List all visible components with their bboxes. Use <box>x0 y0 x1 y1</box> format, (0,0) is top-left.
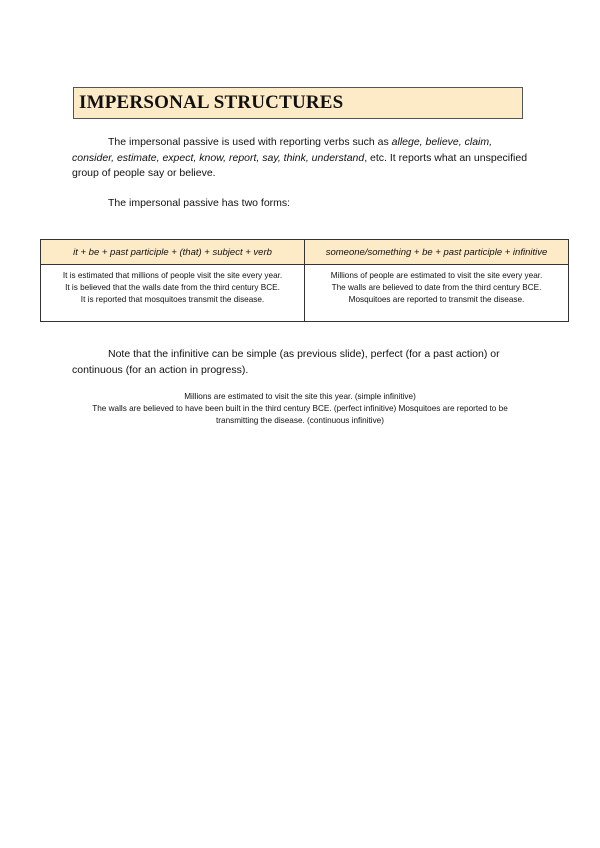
forms-table <box>40 239 569 322</box>
note-paragraph <box>72 347 532 378</box>
example-perfect-continuous: The walls are believed to have been built in the third century BCE. (perfect infinitive) Mosquitoes are reported to be transmitting the disease. (continuous infinitive) <box>92 404 508 425</box>
header-someone-form: someone/something + be + past participle + infinitive <box>305 240 569 265</box>
example-line: It is estimated that millions of people visit the site every year. <box>62 271 283 280</box>
example-line: It is reported that mosquitoes transmit the disease. <box>80 295 265 304</box>
intro-paragraph <box>72 135 532 182</box>
it-form-examples <box>41 265 305 322</box>
table-header-row <box>41 240 569 265</box>
example-line: Millions of people are estimated to visit the site every year. <box>330 271 543 280</box>
example-line: It is believed that the walls date from the third century BCE. <box>65 283 280 292</box>
example-line: The walls are believed to date from the third century BCE. <box>331 283 542 292</box>
example-line: Mosquitoes are reported to transmit the disease. <box>348 295 525 304</box>
forms-intro-paragraph <box>72 196 532 212</box>
intro-text-1: The impersonal passive is used with reporting verbs such as <box>108 136 392 148</box>
infinitive-examples <box>72 391 528 427</box>
forms-intro-text: The impersonal passive has two forms: <box>108 197 291 209</box>
intro-text-2: , etc. It reports what an unspecified group of people say or believe. <box>72 151 528 179</box>
example-simple: Millions are estimated to visit the site this year. (simple infinitive) <box>184 392 416 401</box>
title-box <box>73 87 523 119</box>
table-row <box>41 265 569 322</box>
someone-form-examples <box>305 265 569 322</box>
header-it-form: it + be + past participle + (that) + subject + verb <box>41 240 305 265</box>
intro-verbs: allege, believe, claim, consider, estimate, expect, know, report, say, think, understand <box>72 136 493 164</box>
note-text: Note that the infinitive can be simple (as previous slide), perfect (for a past action) or continuous (for an action in progress). <box>72 348 500 376</box>
page-title: IMPERSONAL STRUCTURES <box>79 92 344 113</box>
